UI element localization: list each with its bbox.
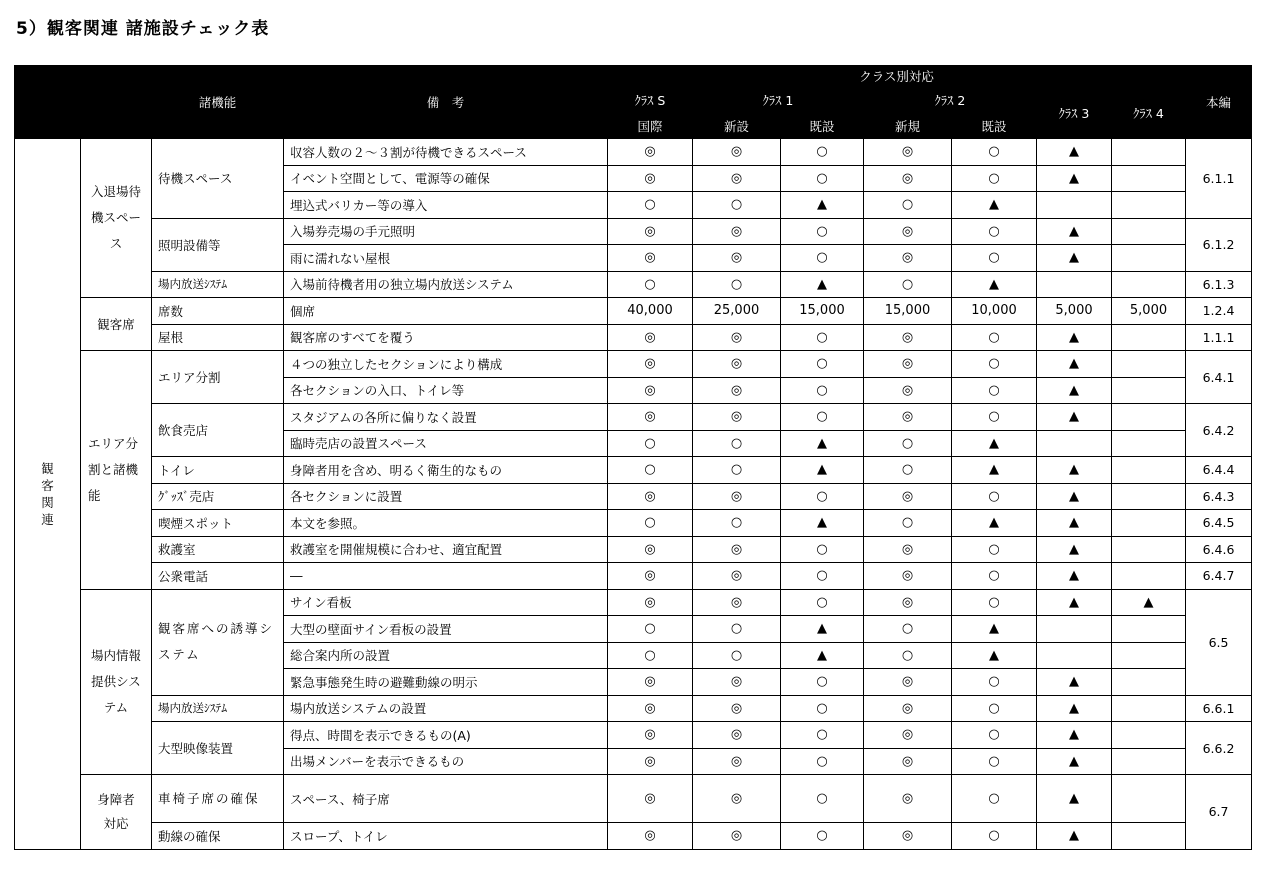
table-row xyxy=(15,510,1252,537)
header-class-1: ｸﾗｽ 1 xyxy=(693,87,864,113)
value-cell: ◎ xyxy=(693,377,781,404)
table-row xyxy=(15,139,1252,166)
group-area xyxy=(81,351,152,590)
value-cell: ◎ xyxy=(693,165,781,192)
feature-cell: 車椅子席の確保 xyxy=(152,775,284,823)
value-cell: ○ xyxy=(952,351,1037,378)
table-row xyxy=(15,563,1252,590)
value-cell: ○ xyxy=(693,271,781,298)
value-cell: ◎ xyxy=(693,324,781,351)
value-cell: ◎ xyxy=(693,404,781,431)
value-cell xyxy=(1112,377,1186,404)
value-cell: 10,000 xyxy=(952,298,1037,325)
value-cell: ○ xyxy=(781,823,864,850)
table-row xyxy=(15,695,1252,722)
remark-cell: 緊急事態発生時の避難動線の明示 xyxy=(284,669,608,696)
header-class-2: ｸﾗｽ 2 xyxy=(864,87,1037,113)
feature-cell: ｸﾞｯｽﾞ売店 xyxy=(152,483,284,510)
value-cell: ▲ xyxy=(952,271,1037,298)
value-cell: ◎ xyxy=(693,536,781,563)
header-class-4: ｸﾗｽ 4 xyxy=(1112,87,1186,139)
header-blank-2 xyxy=(81,66,152,139)
value-cell xyxy=(1112,483,1186,510)
value-cell: ◎ xyxy=(693,245,781,272)
section-cell: 6.4.3 xyxy=(1186,483,1252,510)
value-cell: ◎ xyxy=(608,245,693,272)
value-cell: 15,000 xyxy=(781,298,864,325)
value-cell: ○ xyxy=(781,695,864,722)
header-blank-1 xyxy=(15,66,81,139)
value-cell: ○ xyxy=(952,245,1037,272)
value-cell xyxy=(1112,748,1186,775)
value-cell: ◎ xyxy=(864,218,952,245)
group-entry-waiting xyxy=(81,139,152,298)
value-cell: ◎ xyxy=(693,589,781,616)
group-disabled xyxy=(81,775,152,850)
table-row xyxy=(15,775,1252,823)
value-cell xyxy=(1112,722,1186,749)
value-cell: 5,000 xyxy=(1037,298,1112,325)
feature-cell: トイレ xyxy=(152,457,284,484)
remark-cell: イベント空間として、電源等の確保 xyxy=(284,165,608,192)
value-cell: ▲ xyxy=(1037,139,1112,166)
value-cell: ◎ xyxy=(864,563,952,590)
value-cell: ◎ xyxy=(608,775,693,823)
value-cell xyxy=(1112,616,1186,643)
value-cell: ◎ xyxy=(864,245,952,272)
value-cell: ○ xyxy=(952,165,1037,192)
value-cell: ○ xyxy=(608,616,693,643)
group-seating: 観客席 xyxy=(81,298,152,351)
value-cell: ▲ xyxy=(952,510,1037,537)
value-cell: ▲ xyxy=(781,271,864,298)
value-cell xyxy=(1112,669,1186,696)
header-existing-1: 既設 xyxy=(781,113,864,139)
value-cell: ▲ xyxy=(1037,245,1112,272)
table-row xyxy=(15,351,1252,378)
value-cell: ▲ xyxy=(1037,483,1112,510)
value-cell: ○ xyxy=(864,616,952,643)
value-cell: ○ xyxy=(781,351,864,378)
value-cell: ○ xyxy=(952,823,1037,850)
value-cell: ◎ xyxy=(693,218,781,245)
value-cell xyxy=(1112,192,1186,219)
value-cell: ▲ xyxy=(1037,510,1112,537)
value-cell: ▲ xyxy=(1037,377,1112,404)
feature-cell: 場内放送ｼｽﾃﾑ xyxy=(152,695,284,722)
value-cell: ◎ xyxy=(608,351,693,378)
remark-cell: スロープ、トイレ xyxy=(284,823,608,850)
value-cell xyxy=(1037,616,1112,643)
value-cell: ○ xyxy=(608,271,693,298)
value-cell: ○ xyxy=(608,510,693,537)
value-cell: ○ xyxy=(952,722,1037,749)
value-cell: ○ xyxy=(781,563,864,590)
value-cell: ◎ xyxy=(608,483,693,510)
value-cell: ▲ xyxy=(1037,669,1112,696)
value-cell: ○ xyxy=(952,218,1037,245)
table-row xyxy=(15,722,1252,749)
value-cell xyxy=(1112,165,1186,192)
value-cell: ▲ xyxy=(781,510,864,537)
feature-cell: 照明設備等 xyxy=(152,218,284,271)
value-cell: ○ xyxy=(864,430,952,457)
group-label: エリア分割と諸機能 xyxy=(88,435,139,503)
value-cell: ○ xyxy=(693,616,781,643)
section-cell: 6.4.7 xyxy=(1186,563,1252,590)
value-cell: ◎ xyxy=(693,748,781,775)
remark-cell: 場内放送システムの設置 xyxy=(284,695,608,722)
section-cell: 6.4.4 xyxy=(1186,457,1252,484)
group-label: 身障者対応 xyxy=(97,791,135,831)
category-cell xyxy=(15,139,81,850)
value-cell: ◎ xyxy=(608,722,693,749)
header-section: 本編 xyxy=(1186,66,1252,139)
value-cell: ◎ xyxy=(608,377,693,404)
table-row xyxy=(15,536,1252,563)
value-cell: ◎ xyxy=(864,589,952,616)
table-row xyxy=(15,218,1252,245)
value-cell: ○ xyxy=(952,669,1037,696)
value-cell: ▲ xyxy=(1037,404,1112,431)
value-cell: ○ xyxy=(693,430,781,457)
section-cell: 6.4.5 xyxy=(1186,510,1252,537)
value-cell: ◎ xyxy=(693,775,781,823)
remark-cell: スペース、椅子席 xyxy=(284,775,608,823)
category-label: 観客関連 xyxy=(41,460,54,527)
value-cell: ○ xyxy=(864,192,952,219)
value-cell: ▲ xyxy=(1037,775,1112,823)
table-row xyxy=(15,823,1252,850)
value-cell: ▲ xyxy=(781,457,864,484)
value-cell: ▲ xyxy=(1037,748,1112,775)
value-cell: ▲ xyxy=(781,616,864,643)
remark-cell: ― xyxy=(284,563,608,590)
group-label: 場内情報提供システム xyxy=(90,647,141,715)
remark-cell: 各セクションに設置 xyxy=(284,483,608,510)
group-info-system xyxy=(81,589,152,775)
value-cell: ○ xyxy=(952,748,1037,775)
value-cell: ◎ xyxy=(608,165,693,192)
value-cell: ◎ xyxy=(608,139,693,166)
value-cell: ◎ xyxy=(608,748,693,775)
remark-cell: 各セクションの入口、トイレ等 xyxy=(284,377,608,404)
value-cell: ○ xyxy=(952,775,1037,823)
value-cell xyxy=(1112,775,1186,823)
remark-cell: 大型の壁面サイン看板の設置 xyxy=(284,616,608,643)
value-cell xyxy=(1112,245,1186,272)
remark-cell: 身障者用を含め、明るく衛生的なもの xyxy=(284,457,608,484)
remark-cell: 得点、時間を表示できるもの(A) xyxy=(284,722,608,749)
value-cell: ▲ xyxy=(781,642,864,669)
value-cell: ○ xyxy=(781,139,864,166)
feature-cell: 動線の確保 xyxy=(152,823,284,850)
value-cell xyxy=(1112,695,1186,722)
value-cell: ○ xyxy=(952,695,1037,722)
header-class-3: ｸﾗｽ 3 xyxy=(1037,87,1112,139)
value-cell: ◎ xyxy=(864,404,952,431)
value-cell: ▲ xyxy=(952,430,1037,457)
remark-cell: 出場メンバーを表示できるもの xyxy=(284,748,608,775)
value-cell: ○ xyxy=(864,457,952,484)
value-cell: ◎ xyxy=(864,823,952,850)
value-cell: ○ xyxy=(781,669,864,696)
value-cell: ◎ xyxy=(693,139,781,166)
feature-cell: 場内放送ｼｽﾃﾑ xyxy=(152,271,284,298)
value-cell xyxy=(1112,536,1186,563)
value-cell: ▲ xyxy=(952,192,1037,219)
remark-cell: 総合案内所の設置 xyxy=(284,642,608,669)
value-cell: ○ xyxy=(952,589,1037,616)
value-cell: ▲ xyxy=(1112,589,1186,616)
value-cell: ◎ xyxy=(693,351,781,378)
value-cell: ○ xyxy=(952,536,1037,563)
value-cell: ◎ xyxy=(693,695,781,722)
remark-cell: 臨時売店の設置スペース xyxy=(284,430,608,457)
value-cell: ◎ xyxy=(608,669,693,696)
value-cell: ○ xyxy=(952,324,1037,351)
value-cell: ○ xyxy=(608,642,693,669)
section-cell: 6.1.3 xyxy=(1186,271,1252,298)
value-cell: ▲ xyxy=(1037,589,1112,616)
header-new-2: 新規 xyxy=(864,113,952,139)
value-cell: ▲ xyxy=(952,642,1037,669)
section-cell: 1.1.1 xyxy=(1186,324,1252,351)
value-cell: ◎ xyxy=(608,589,693,616)
section-cell: 6.1.2 xyxy=(1186,218,1252,271)
value-cell: ▲ xyxy=(952,457,1037,484)
value-cell: 25,000 xyxy=(693,298,781,325)
remark-cell: サイン看板 xyxy=(284,589,608,616)
value-cell: ○ xyxy=(781,165,864,192)
section-cell: 6.5 xyxy=(1186,589,1252,695)
header-class-s: ｸﾗｽ S xyxy=(608,87,693,113)
value-cell: ◎ xyxy=(693,823,781,850)
remark-cell: 個席 xyxy=(284,298,608,325)
value-cell: ○ xyxy=(952,377,1037,404)
feature-cell: 喫煙スポット xyxy=(152,510,284,537)
value-cell: ▲ xyxy=(1037,165,1112,192)
feature-cell: 飲食売店 xyxy=(152,404,284,457)
remark-cell: 収容人数の２～３割が待機できるスペース xyxy=(284,139,608,166)
value-cell: ▲ xyxy=(1037,695,1112,722)
remark-cell: 観客席のすべてを覆う xyxy=(284,324,608,351)
value-cell: ◎ xyxy=(693,722,781,749)
value-cell: 15,000 xyxy=(864,298,952,325)
value-cell: ◎ xyxy=(864,377,952,404)
feature-cell: 大型映像装置 xyxy=(152,722,284,775)
value-cell: ○ xyxy=(864,510,952,537)
value-cell: ○ xyxy=(781,775,864,823)
section-cell: 6.6.1 xyxy=(1186,695,1252,722)
table-row xyxy=(15,298,1252,325)
group-label: 入退場待機スペース xyxy=(90,184,141,251)
value-cell xyxy=(1112,324,1186,351)
value-cell: ○ xyxy=(952,139,1037,166)
table-row xyxy=(15,324,1252,351)
feature-cell: 観客席への誘導システム xyxy=(152,589,284,695)
remark-cell: ４つの独立したセクションにより構成 xyxy=(284,351,608,378)
value-cell: ○ xyxy=(781,377,864,404)
value-cell: ◎ xyxy=(864,695,952,722)
value-cell: ○ xyxy=(608,192,693,219)
value-cell xyxy=(1037,430,1112,457)
value-cell: ○ xyxy=(864,642,952,669)
value-cell: ○ xyxy=(864,271,952,298)
page-title: 5）観客関連 諸施設チェック表 xyxy=(16,19,270,39)
value-cell: ○ xyxy=(952,483,1037,510)
table-row xyxy=(15,457,1252,484)
value-cell xyxy=(1112,271,1186,298)
value-cell: ▲ xyxy=(1037,218,1112,245)
section-cell: 6.1.1 xyxy=(1186,139,1252,219)
value-cell: ◎ xyxy=(864,669,952,696)
value-cell: ◎ xyxy=(864,722,952,749)
value-cell: ○ xyxy=(781,245,864,272)
value-cell: ▲ xyxy=(1037,536,1112,563)
remark-cell: 入場前待機者用の独立場内放送システム xyxy=(284,271,608,298)
value-cell xyxy=(1112,642,1186,669)
section-cell: 6.7 xyxy=(1186,775,1252,850)
value-cell: 5,000 xyxy=(1112,298,1186,325)
remark-cell: 埋込式バリカー等の導入 xyxy=(284,192,608,219)
value-cell: ◎ xyxy=(864,483,952,510)
table-row xyxy=(15,404,1252,431)
header-remarks: 備 考 xyxy=(284,66,608,139)
value-cell xyxy=(1112,510,1186,537)
value-cell: ○ xyxy=(781,404,864,431)
facility-check-table xyxy=(14,65,1252,850)
value-cell xyxy=(1112,563,1186,590)
section-cell: 6.4.2 xyxy=(1186,404,1252,457)
remark-cell: 本文を参照。 xyxy=(284,510,608,537)
value-cell: ◎ xyxy=(864,536,952,563)
feature-cell: 屋根 xyxy=(152,324,284,351)
value-cell: ◎ xyxy=(608,563,693,590)
feature-cell: 待機スペース xyxy=(152,139,284,219)
value-cell xyxy=(1112,404,1186,431)
value-cell: ◎ xyxy=(693,669,781,696)
value-cell: 40,000 xyxy=(608,298,693,325)
value-cell: ◎ xyxy=(608,404,693,431)
section-cell: 6.6.2 xyxy=(1186,722,1252,775)
value-cell xyxy=(1037,192,1112,219)
value-cell: ▲ xyxy=(952,616,1037,643)
value-cell: ▲ xyxy=(781,430,864,457)
section-cell: 1.2.4 xyxy=(1186,298,1252,325)
value-cell xyxy=(1037,642,1112,669)
value-cell: ▲ xyxy=(781,192,864,219)
value-cell: ◎ xyxy=(608,695,693,722)
feature-cell: エリア分割 xyxy=(152,351,284,404)
value-cell: ○ xyxy=(693,510,781,537)
remark-cell: 雨に濡れない屋根 xyxy=(284,245,608,272)
value-cell xyxy=(1112,823,1186,850)
feature-cell: 席数 xyxy=(152,298,284,325)
value-cell: ▲ xyxy=(1037,351,1112,378)
value-cell: ◎ xyxy=(864,165,952,192)
header-class-group: クラス別対応 xyxy=(608,66,1186,87)
value-cell: ○ xyxy=(781,722,864,749)
remark-cell: スタジアムの各所に偏りなく設置 xyxy=(284,404,608,431)
header-intl: 国際 xyxy=(608,113,693,139)
value-cell: ○ xyxy=(781,483,864,510)
value-cell xyxy=(1112,351,1186,378)
value-cell: ◎ xyxy=(608,218,693,245)
value-cell: ○ xyxy=(781,218,864,245)
value-cell: ▲ xyxy=(1037,563,1112,590)
value-cell: ○ xyxy=(781,536,864,563)
value-cell: ○ xyxy=(693,642,781,669)
value-cell: ◎ xyxy=(864,775,952,823)
value-cell xyxy=(1112,139,1186,166)
feature-cell: 救護室 xyxy=(152,536,284,563)
remark-cell: 救護室を開催規模に合わせ、適宜配置 xyxy=(284,536,608,563)
section-cell: 6.4.6 xyxy=(1186,536,1252,563)
value-cell: ▲ xyxy=(1037,823,1112,850)
value-cell xyxy=(1112,430,1186,457)
remark-cell: 入場券売場の手元照明 xyxy=(284,218,608,245)
value-cell: ◎ xyxy=(608,536,693,563)
value-cell: ◎ xyxy=(864,139,952,166)
value-cell: ◎ xyxy=(693,563,781,590)
value-cell: ○ xyxy=(608,430,693,457)
table-row xyxy=(15,271,1252,298)
value-cell: ◎ xyxy=(608,823,693,850)
value-cell: ▲ xyxy=(1037,457,1112,484)
value-cell: ○ xyxy=(608,457,693,484)
value-cell: ◎ xyxy=(864,351,952,378)
value-cell: ○ xyxy=(781,748,864,775)
section-cell: 6.4.1 xyxy=(1186,351,1252,404)
feature-cell: 公衆電話 xyxy=(152,563,284,590)
value-cell xyxy=(1112,218,1186,245)
value-cell: ▲ xyxy=(1037,324,1112,351)
value-cell: ○ xyxy=(693,457,781,484)
value-cell: ◎ xyxy=(864,324,952,351)
value-cell: ◎ xyxy=(864,748,952,775)
header-new-1: 新設 xyxy=(693,113,781,139)
value-cell: ◎ xyxy=(693,483,781,510)
value-cell: ◎ xyxy=(608,324,693,351)
table-row xyxy=(15,483,1252,510)
value-cell: ▲ xyxy=(1037,722,1112,749)
value-cell: ○ xyxy=(952,404,1037,431)
value-cell: ○ xyxy=(781,589,864,616)
value-cell: ○ xyxy=(781,324,864,351)
value-cell xyxy=(1037,271,1112,298)
header-features: 諸機能 xyxy=(152,66,284,139)
table-row xyxy=(15,589,1252,616)
value-cell: ○ xyxy=(693,192,781,219)
value-cell: ○ xyxy=(952,563,1037,590)
header-existing-2: 既設 xyxy=(952,113,1037,139)
value-cell xyxy=(1112,457,1186,484)
